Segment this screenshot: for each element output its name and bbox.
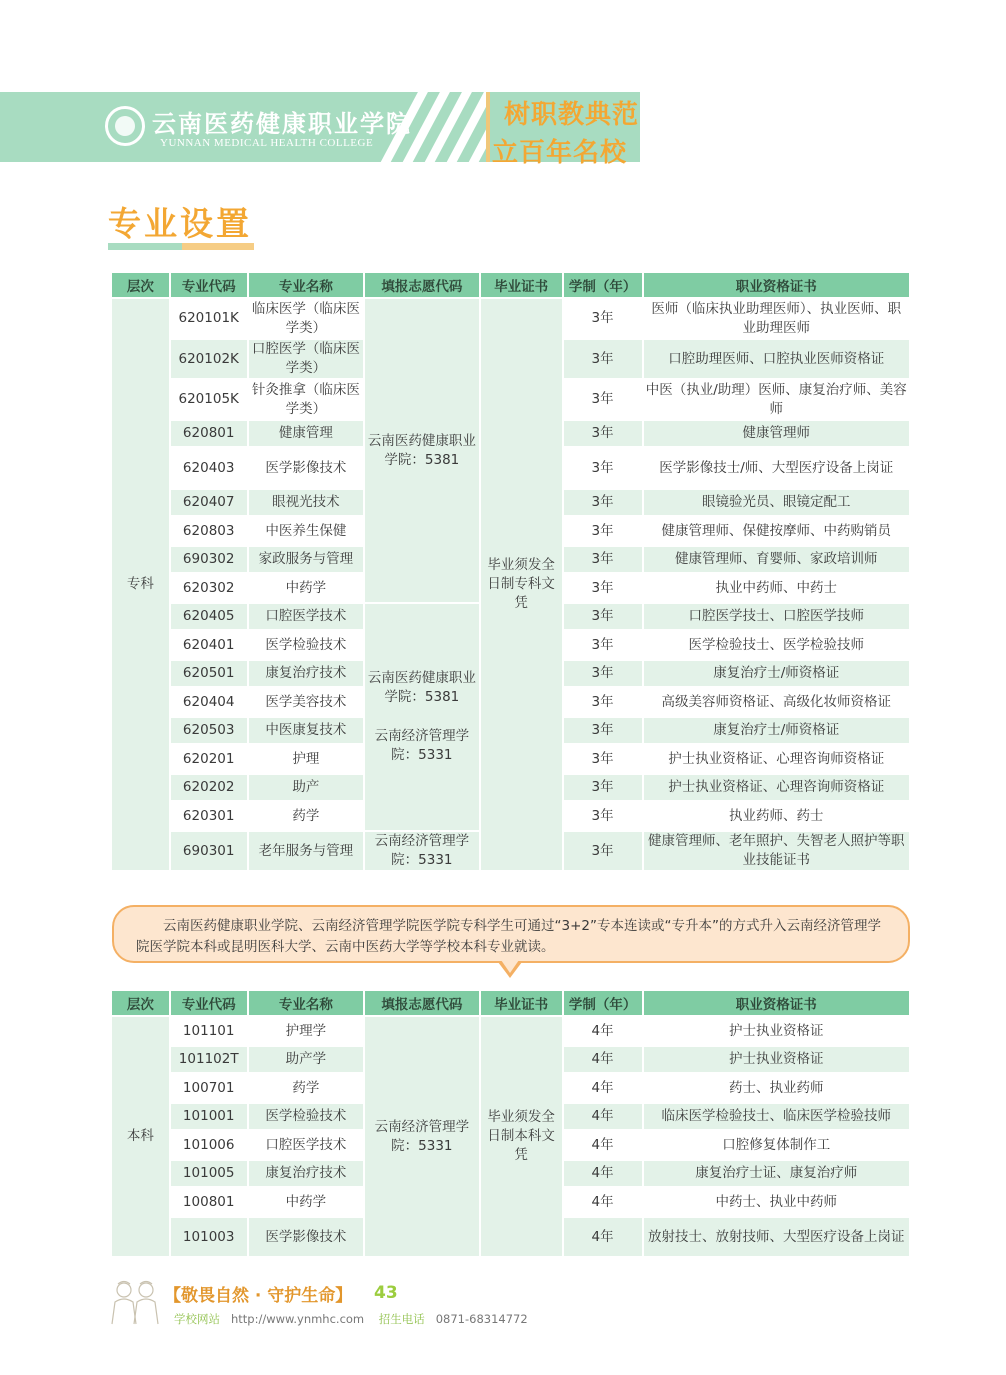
table-header-row [112, 991, 909, 1015]
code-cell: 101001 [171, 1104, 247, 1129]
name-cell: 眼视光技术 [249, 490, 363, 515]
level-cell: 专科 [112, 299, 169, 870]
title-underline-green [108, 243, 182, 250]
certificate-cell: 毕业须发全日制专科文凭 [481, 299, 562, 870]
qualification-cell: 高级美容师资格证、高级化妆师资格证 [644, 688, 909, 716]
name-cell: 健康管理 [249, 421, 363, 446]
code-cell: 620202 [171, 775, 247, 800]
header-name: 专业名称 [249, 991, 363, 1015]
slogan-line-1: 树职教典范 [504, 100, 640, 130]
years-cell: 4年 [564, 1074, 642, 1102]
header-code: 专业代码 [171, 273, 247, 297]
code-cell: 101101 [171, 1017, 247, 1045]
upgrade-path-callout: 云南医药健康职业学院、云南经济管理学院医学院专科学生可通过“3+2”专本连读或“专升本”的方式升入云南经济管理学院医学院本科或昆明医科大学、云南中医药大学等学校本科专业就读。 [112, 905, 910, 963]
qualification-cell: 康复治疗士证、康复治疗师 [644, 1161, 909, 1186]
header-accent [486, 92, 490, 162]
college-name-en: YUNNAN MEDICAL HEALTH COLLEGE [160, 137, 374, 149]
specialty-table-associate [110, 271, 911, 872]
qualification-cell: 口腔助理医师、口腔执业医师资格证 [644, 340, 909, 378]
name-cell: 针灸推拿（临床医学类） [249, 380, 363, 419]
years-cell: 3年 [564, 299, 642, 338]
years-cell: 3年 [564, 340, 642, 378]
name-cell: 中药学 [249, 574, 363, 602]
years-cell: 3年 [564, 745, 642, 773]
qualification-cell: 护士执业资格证、心理咨询师资格证 [644, 745, 909, 773]
code-cell: 620302 [171, 574, 247, 602]
college-logo-icon [105, 106, 145, 146]
site-label: 学校网站 [174, 1312, 220, 1326]
name-cell: 医学检验技术 [249, 1104, 363, 1129]
college-name-cn: 云南医药健康职业学院 [152, 109, 412, 138]
code-cell: 620407 [171, 490, 247, 515]
years-cell: 4年 [564, 1188, 642, 1216]
code-cell: 100701 [171, 1074, 247, 1102]
name-cell: 医学检验技术 [249, 631, 363, 659]
qualification-cell: 医学影像技士/师、大型医疗设备上岗证 [644, 448, 909, 488]
header-code: 专业代码 [171, 991, 247, 1015]
qualification-cell: 口腔修复体制作工 [644, 1131, 909, 1159]
years-cell: 4年 [564, 1218, 642, 1256]
slogan-line-2: 立百年名校 [492, 138, 628, 168]
years-cell: 3年 [564, 380, 642, 419]
code-cell: 620101K [171, 299, 247, 338]
code-cell: 101102T [171, 1047, 247, 1072]
years-cell: 3年 [564, 448, 642, 488]
code-cell: 620801 [171, 421, 247, 446]
specialty-table-bachelor [110, 989, 911, 1258]
code-cell: 690301 [171, 832, 247, 870]
name-cell: 药学 [249, 802, 363, 830]
years-cell: 4年 [564, 1104, 642, 1129]
table-header-row [112, 273, 909, 297]
footer-nurses-illustration-icon [106, 1278, 164, 1326]
years-cell: 3年 [564, 718, 642, 743]
code-cell: 620401 [171, 631, 247, 659]
header-apply-code: 填报志愿代码 [365, 991, 478, 1015]
qualification-cell: 中药士、执业中药师 [644, 1188, 909, 1216]
title-underline-orange [182, 243, 254, 250]
header-level: 层次 [112, 991, 169, 1015]
years-cell: 3年 [564, 421, 642, 446]
years-cell: 4年 [564, 1161, 642, 1186]
name-cell: 药学 [249, 1074, 363, 1102]
qualification-cell: 口腔医学技士、口腔医学技师 [644, 604, 909, 629]
code-cell: 101005 [171, 1161, 247, 1186]
years-cell: 4年 [564, 1131, 642, 1159]
footer-contact [174, 1311, 528, 1327]
header-apply-code: 填报志愿代码 [365, 273, 478, 297]
name-cell: 口腔医学（临床医学类） [249, 340, 363, 378]
code-cell: 620403 [171, 448, 247, 488]
name-cell: 临床医学（临床医学类） [249, 299, 363, 338]
site-url-link[interactable]: http://www.ynmhc.com [230, 1312, 365, 1326]
qualification-cell: 眼镜验光员、眼镜定配工 [644, 490, 909, 515]
code-cell: 690302 [171, 547, 247, 572]
code-cell: 620301 [171, 802, 247, 830]
qualification-cell: 健康管理师、保健按摩师、中药购销员 [644, 517, 909, 545]
certificate-cell: 毕业须发全日制本科文凭 [481, 1017, 562, 1256]
code-cell: 620102K [171, 340, 247, 378]
name-cell: 中医养生保健 [249, 517, 363, 545]
qualification-cell: 执业中药师、中药士 [644, 574, 909, 602]
name-cell: 家政服务与管理 [249, 547, 363, 572]
footer-motto: 【敬畏自然 · 守护生命】 [164, 1286, 353, 1306]
qualification-cell: 医师（临床执业助理医师）、执业医师、职业助理医师 [644, 299, 909, 338]
header-years: 学制（年） [564, 273, 642, 297]
years-cell: 3年 [564, 574, 642, 602]
apply-code-cell: 云南经济管理学院：5331 [365, 1017, 478, 1256]
years-cell: 4年 [564, 1047, 642, 1072]
section-title: 专业设置 [108, 204, 252, 243]
name-cell: 口腔医学技术 [249, 1131, 363, 1159]
phone-label: 招生电话 [378, 1312, 425, 1326]
qualification-cell: 康复治疗士/师资格证 [644, 661, 909, 686]
qualification-cell: 临床医学检验技士、临床医学检验技师 [644, 1104, 909, 1129]
years-cell: 3年 [564, 490, 642, 515]
years-cell: 3年 [564, 517, 642, 545]
apply-code-cell [365, 604, 478, 830]
code-cell: 620803 [171, 517, 247, 545]
code-cell: 620501 [171, 661, 247, 686]
table-row [112, 299, 909, 338]
qualification-cell: 健康管理师、育婴师、家政培训师 [644, 547, 909, 572]
years-cell: 3年 [564, 802, 642, 830]
code-cell: 101006 [171, 1131, 247, 1159]
years-cell: 3年 [564, 604, 642, 629]
name-cell: 老年服务与管理 [249, 832, 363, 870]
name-cell: 助产 [249, 775, 363, 800]
qualification-cell: 药士、执业药师 [644, 1074, 909, 1102]
qualification-cell: 中医（执业/助理）医师、康复治疗师、美容师 [644, 380, 909, 419]
code-cell: 620201 [171, 745, 247, 773]
code-cell: 100801 [171, 1188, 247, 1216]
header-certificate: 毕业证书 [481, 991, 562, 1015]
name-cell: 中医康复技术 [249, 718, 363, 743]
years-cell: 4年 [564, 1017, 642, 1045]
name-cell: 中药学 [249, 1188, 363, 1216]
years-cell: 3年 [564, 688, 642, 716]
name-cell: 护理学 [249, 1017, 363, 1045]
qualification-cell: 护士执业资格证 [644, 1047, 909, 1072]
years-cell: 3年 [564, 547, 642, 572]
name-cell: 医学影像技术 [249, 448, 363, 488]
qualification-cell: 健康管理师、老年照护、失智老人照护等职业技能证书 [644, 832, 909, 870]
name-cell: 医学影像技术 [249, 1218, 363, 1256]
apply-code-cell: 云南医药健康职业学院：5381 [365, 299, 478, 602]
level-cell: 本科 [112, 1017, 169, 1256]
code-cell: 620105K [171, 380, 247, 419]
code-cell: 620503 [171, 718, 247, 743]
name-cell: 医学美容技术 [249, 688, 363, 716]
code-cell: 101003 [171, 1218, 247, 1256]
header-qualification: 职业资格证书 [644, 991, 909, 1015]
table-row [112, 1017, 909, 1045]
years-cell: 3年 [564, 832, 642, 870]
qualification-cell: 医学检验技士、医学检验技师 [644, 631, 909, 659]
header-level: 层次 [112, 273, 169, 297]
header-qualification: 职业资格证书 [644, 273, 909, 297]
name-cell: 康复治疗技术 [249, 1161, 363, 1186]
apply-code-line: 云南医药健康职业学院：5381 [367, 670, 476, 705]
qualification-cell: 康复治疗士/师资格证 [644, 718, 909, 743]
name-cell: 护理 [249, 745, 363, 773]
apply-code-line: 云南经济管理学院：5331 [374, 728, 470, 763]
apply-code-cell: 云南经济管理学院：5331 [365, 832, 478, 870]
code-cell: 620404 [171, 688, 247, 716]
qualification-cell: 放射技士、放射技师、大型医疗设备上岗证 [644, 1218, 909, 1256]
years-cell: 3年 [564, 775, 642, 800]
years-cell: 3年 [564, 631, 642, 659]
years-cell: 3年 [564, 661, 642, 686]
qualification-cell: 健康管理师 [644, 421, 909, 446]
qualification-cell: 护士执业资格证 [644, 1017, 909, 1045]
name-cell: 助产学 [249, 1047, 363, 1072]
page-number: 43 [374, 1283, 398, 1303]
phone-number: 0871-68314772 [435, 1312, 528, 1326]
qualification-cell: 护士执业资格证、心理咨询师资格证 [644, 775, 909, 800]
name-cell: 康复治疗技术 [249, 661, 363, 686]
callout-pointer-fill [501, 960, 519, 973]
code-cell: 620405 [171, 604, 247, 629]
header-name: 专业名称 [249, 273, 363, 297]
header-certificate: 毕业证书 [481, 273, 562, 297]
qualification-cell: 执业药师、药士 [644, 802, 909, 830]
header-years: 学制（年） [564, 991, 642, 1015]
name-cell: 口腔医学技术 [249, 604, 363, 629]
